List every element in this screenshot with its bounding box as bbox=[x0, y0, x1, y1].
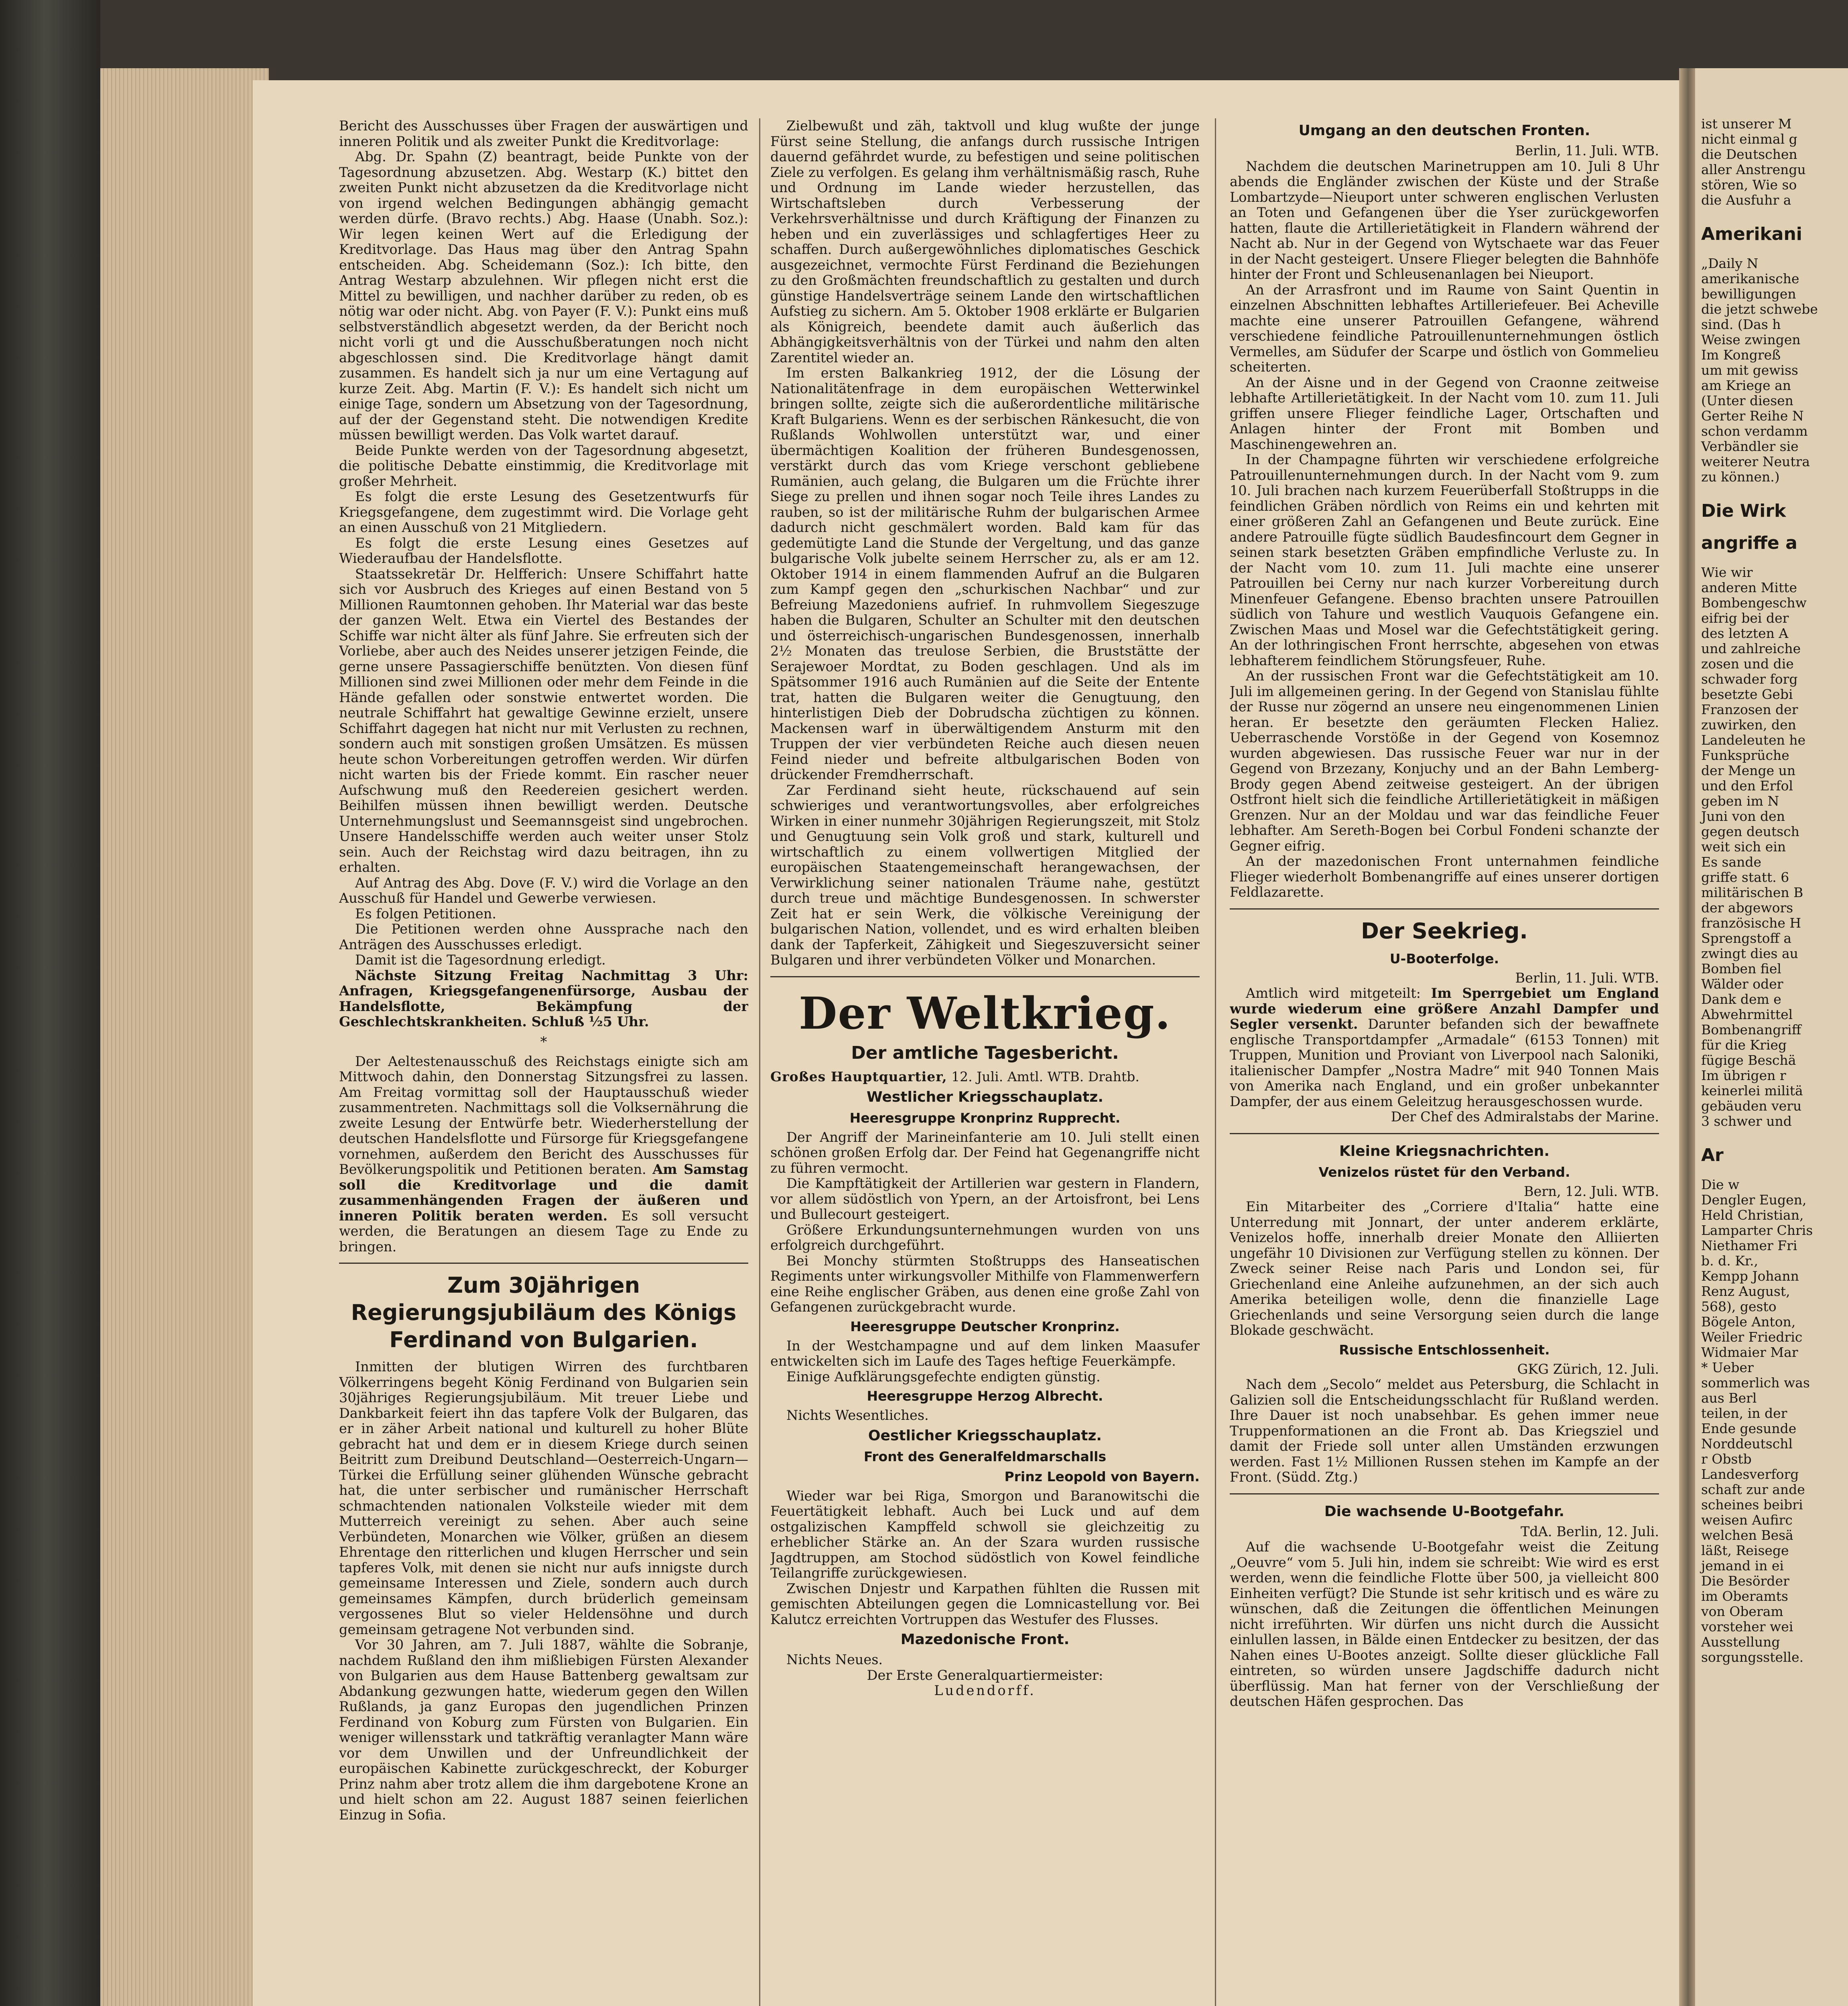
report-paragraph: In der Champagne führten wir verschiedene erfolgreiche Patrouillenunternehmungen durch. In der Nacht vom 9. zum 10. Juli brachen nach kurzem Feuerüberfall Stoßtrupps in die feindlichen Gräben nördlich von Reims ein und kehrten mit einer größeren Zahl an Gefangenen und Beute zurück. Eine andere Patrouille fügte südlich Baudesfincourt dem Gegner in seinen stark besetzten Gräben empfindliche Verluste zu. In der Nacht vom 10. zum 11. Juli machte eine unserer Patrouillen bei Cerny nur nach kurzer Vorbereitung durch Minenfeuer Gefangene. Ebenso brachten unsere Patrouillen südlich von Tahure und westlich Vauquois Gefangene ein. Zwischen Maas und Mosel war die Gefechtstätigkeit gering. An der lothringischen Front herrschte, abgesehen von etwas lebhafterem feindlichem Störungsfeuer, Ruhe. bbox=[1230, 452, 1659, 668]
facing-page-heading: Die Wirk bbox=[1701, 501, 1786, 521]
report-paragraph: Zwischen Dnjestr und Karpathen fühlten die Russen mit gemischten Abteilungen gegen die Lomnicastellung vor. Bei Kalutcz erreichten Vortruppen das Westufer des Flusses. bbox=[770, 1580, 1200, 1627]
facing-page-line: Funksprüche bbox=[1701, 747, 1789, 763]
report-paragraph: An der russischen Front war die Gefechtstätigkeit am 10. Juli im allgemeinen gering. In der Gegend von Stanislau fühlte der Russe nur zögernd an unsere neu eingenommenen Linien heran. Er besetzte den geräumten Flecken Haliez. Ueberraschende Vorstöße in der Gegend von Kosemnoz wurden abgewiesen. Das russische Feuer war nur in der Gegend von Brzezany, Konjuchy und an der Bahn Lemberg-Brody gegen Abend zeitweise gesteigert. An der übrigen Ostfront hielt sich die feindliche Artillerietätigkeit in mäßigen Grenzen. Nur an der Moldau und war das feindliche Feuer lebhafter. Am Sereth-Bogen bei Corbul Fondeni schanzte der Gegner eifrig. bbox=[1230, 668, 1659, 854]
facing-page-line: Widmaier Mar bbox=[1701, 1344, 1798, 1360]
facing-page-line: aller Anstrengu bbox=[1701, 162, 1806, 177]
facing-page-heading: angriffe a bbox=[1701, 533, 1797, 553]
subsection-heading: Heeresgruppe Kronprinz Rupprecht. bbox=[849, 1110, 1121, 1126]
column-3 bbox=[1230, 118, 1659, 2006]
facing-page-line: 568), gesto bbox=[1701, 1299, 1777, 1314]
report-paragraph: Wieder war bei Riga, Smorgon und Baranowitschi die Feuertätigkeit lebhaft. Auch bei Luck und auf dem ostgalizischen Kampffeld schwoll sie gleichzeitig zu erheblicher Stärke an. An der Szara wurden russische Jagdtruppen, am Stochod südöstlich von Kowel feindliche Teilangriffe zurückgewiesen. bbox=[770, 1488, 1200, 1581]
article-paragraph: Zielbewußt und zäh, taktvoll und klug wußte der junge Fürst seine Stellung, die anfangs durch russische Intrigen dauernd gefährdet wurde, zu befestigen und seine politischen Ziele zu verfolgen. Es gelang ihm verhältnismäßig rasch, Ruhe und Ordnung im Lande wieder herzustellen, das Wirtschaftsleben durch Verbesserung der Verkehrsverhältnisse und durch Kräftigung der Finanzen zu heben und ein zuverlässiges und schlagfertiges Heer zu schaffen. Durch außergewöhnliches diplomatisches Geschick ausgezeichnet, vermochte Fürst Ferdinand die Beziehungen zu den Großmächten freundschaftlich zu gestalten und durch günstige Handelsverträge seinem Lande den wirtschaftlichen Aufstieg zu sichern. Am 5. Oktober 1908 erklärte er Bulgarien als Königreich, beendete damit auch äußerlich das Abhängigkeitsverhältnis von der Türkei und nahm den alten Zarentitel wieder an. bbox=[770, 118, 1200, 365]
facing-page bbox=[1695, 68, 1848, 2006]
signature: Der Chef des Admiralstabs der Marine. bbox=[1391, 1109, 1659, 1125]
subsection-heading: Russische Entschlossenheit. bbox=[1339, 1342, 1550, 1358]
facing-page-line: keinerlei militä bbox=[1701, 1083, 1803, 1098]
facing-page-line: läßt, Reisege bbox=[1701, 1543, 1789, 1558]
facing-page-line: vorsteher wei bbox=[1701, 1619, 1793, 1634]
article-paragraph: Die Petitionen werden ohne Aussprache nach den Anträgen des Ausschusses erledigt. bbox=[339, 921, 748, 952]
article-paragraph bbox=[339, 1054, 748, 1255]
facing-page-line: nicht einmal g bbox=[1701, 131, 1797, 147]
book-binding bbox=[0, 0, 100, 2006]
uboot-lead: Amtlich wird mitgeteilt: bbox=[1246, 985, 1421, 1001]
article-paragraph: Es folgt die erste Lesung eines Gesetzes auf Wiederaufbau der Handelsflotte. bbox=[339, 535, 748, 566]
facing-page-line: von Oberam bbox=[1701, 1604, 1783, 1619]
facing-page-line: Wie wir bbox=[1701, 564, 1753, 580]
facing-page-line: (Unter diesen bbox=[1701, 393, 1793, 408]
facing-page-line: der abgewors bbox=[1701, 900, 1793, 916]
facing-page-line: Norddeutschl bbox=[1701, 1436, 1793, 1452]
facing-page-line: zosen und die bbox=[1701, 656, 1794, 672]
article-paragraph: Zar Ferdinand sieht heute, rückschauend auf sein schwieriges und verantwortungsvolles, aber erfolgreiches Wirken in einer nunmehr 30jährigen Regierungszeit, mit Stolz und Genugtuung sein Volk groß und stark, kulturell und wirtschaftlich zu einem vollwertigen Mitglied der europäischen Staatengemeinschaft herangewachsen, der Verwirklichung seiner nationalen Träume nahe, gestützt durch treue und mächtige Bundesgenossen. In schwerster Zeit hat er sein Werk, die völkische Vereinigung der bulgarischen Nation, vollendet, und es wird erhalten bleiben dank der Tapferkeit, Zähigkeit und Siegeszuversicht seiner Bulgaren und ihrer verbündeten Völker und Monarchen. bbox=[770, 782, 1200, 968]
facing-page-line: Wälder oder bbox=[1701, 976, 1783, 992]
newspaper-page bbox=[253, 80, 1681, 2006]
section-heading: Umgang an den deutschen Fronten. bbox=[1298, 122, 1590, 139]
report-paragraph: Auf die wachsende U-Bootgefahr weist die Zeitung „Oeuvre“ vom 5. Juli hin, indem sie schreibt: Wie wird es erst werden, wenn die feindliche Flotte über 500, ja vielleicht 800 Einheiten verfügt? Die Stunde ist sehr kritisch und es wäre zu wünschen, daß die Zeitungen die öffentlichen Meinungen nicht irreführten. Wir dürfen uns nicht durch die Aussicht einlullen lassen, in Bälde einen Entdecker zu besitzen, der das Nahen eines U-Bootes anzeigt. Sollte dieser glückliche Fall eintreten, so würden unsere Jagdschiffe dadurch nicht überflüssig. Man hat ferner von der Verschließung der deutschen Häfen gesprochen. Das bbox=[1230, 1539, 1659, 1709]
facing-page-line: Kempp Johann bbox=[1701, 1268, 1799, 1284]
report-paragraph: Größere Erkundungsunternehmungen wurden von uns erfolgreich durchgeführt. bbox=[770, 1222, 1200, 1253]
report-paragraph: An der Aisne und in der Gegend von Craonne zeitweise lebhafte Artillerietätigkeit. In der Nacht vom 10. zum 11. Juli griffen unsere Flieger feindliche Lager, Ortschaften und Anlagen hinter der Front mit Bomben und Maschinengewehren an. bbox=[1230, 374, 1659, 452]
page-edges bbox=[100, 68, 269, 2006]
facing-page-line: um mit gewiss bbox=[1701, 362, 1798, 378]
divider bbox=[770, 976, 1200, 977]
column-2 bbox=[770, 118, 1200, 2006]
uboot-bold: Im Sperrgebiet um England wurde wiederum eine größere Anzahl Dampfer und Segler versenkt. bbox=[1230, 985, 1659, 1032]
separator-star: * bbox=[540, 1033, 547, 1050]
facing-page-line: Dank dem e bbox=[1701, 991, 1781, 1007]
facing-page-line: im Oberamts bbox=[1701, 1588, 1788, 1604]
divider bbox=[1230, 908, 1659, 910]
signature-title: Der Erste Generalquartiermeister: bbox=[867, 1667, 1103, 1683]
facing-page-heading: Amerikani bbox=[1701, 224, 1802, 244]
dateline: GKG Zürich, 12. Juli. bbox=[1517, 1361, 1659, 1377]
facing-page-line: sind. (Das h bbox=[1701, 317, 1781, 332]
report-paragraph: Einige Aufklärungsgefechte endigten günstig. bbox=[786, 1368, 1101, 1385]
facing-page-line: Ausstellung bbox=[1701, 1634, 1780, 1650]
facing-page-line: militärischen B bbox=[1701, 885, 1803, 900]
facing-page-line: weit sich ein bbox=[1701, 839, 1786, 855]
article-paragraph: Im ersten Balkankrieg 1912, der die Lösung der Nationalitätenfrage in dem europäischen Wetterwinkel bringen sollte, zeigte sich die außerordentliche militärische Kraft Bulgariens. Wenn es der serbischen Ränkesucht, die von Rußlands Wohlwollen unterstützt war, und einer übermächtigen Koalition der früheren Bundesgenossen, verstärkt durch das vom Kriege verschont gebliebene Rumänien, auch gelang, die Bulgaren um die Früchte ihrer Siege zu prellen und ihnen sogar noch Teile ihres Landes zu rauben, so ist der militärische Ruhm der bulgarischen Armee dadurch nicht geschmälert worden. Bald kam für das gedemütigte Land die Stunde der Vergeltung, und das ganze bulgarische Volk jubelte seinem Herrscher zu, als er am 12. Oktober 1914 in einem flammenden Aufruf an die Bulgaren zum Kampf gegen den „schurkischen Nachbar“ und zur Befreiung Mazedoniens aufrief. In ruhmvollem Siegeszuge haben die Bulgaren, Schulter an Schulter mit den deutschen und österreichisch-ungarischen Bundesgenossen, innerhalb 2½ Monaten das treulose Serbien, die Bruststätte der Serajewoer Mordtat, zu Boden geschlagen. Und als im Spätsommer 1916 auch Rumänien auf die Seite der Entente trat, hatten die Bulgaren weiter die Genugtuung, den hinterlistigen Dieb der Dobrudscha züchtigen zu können. Mackensen warf in überwältigendem Ansturm mit den Truppen der vier verbündeten Reiche auch diesen neuen Feind nieder und befreite altbulgarischen Boden von drückender Fremdherrschaft. bbox=[770, 365, 1200, 782]
hq-dateline bbox=[770, 1069, 1200, 1085]
facing-page-line: stören, Wie so bbox=[1701, 177, 1797, 193]
facing-page-line: Landeleuten he bbox=[1701, 732, 1806, 748]
facing-page-line: Gerter Reihe N bbox=[1701, 408, 1804, 424]
column-rule bbox=[1215, 118, 1216, 2006]
facing-page-line: weisen Aufirc bbox=[1701, 1512, 1793, 1528]
facing-page-line: Lamparter Chris bbox=[1701, 1222, 1813, 1238]
facing-page-line: des letzten A bbox=[1701, 625, 1789, 641]
divider bbox=[1230, 1133, 1659, 1134]
facing-page-line: und zahlreiche bbox=[1701, 641, 1801, 656]
facing-page-line: griffe statt. 6 bbox=[1701, 869, 1789, 885]
facing-page-line: Bombengeschw bbox=[1701, 595, 1807, 611]
facing-page-line: Niethamer Fri bbox=[1701, 1238, 1797, 1253]
section-heading: Westlicher Kriegsschauplatz. bbox=[867, 1088, 1103, 1105]
report-paragraph: Der Angriff der Marineinfanterie am 10. Juli stellt einen schönen großen Erfolg dar. Der Feind hat Gegenangriffe nicht zu führen vermocht. bbox=[770, 1129, 1200, 1176]
dateline: TdA. Berlin, 12. Juli. bbox=[1520, 1523, 1659, 1539]
facing-page-line: schon verdamm bbox=[1701, 423, 1808, 439]
facing-page-line: und den Erfol bbox=[1701, 778, 1793, 794]
facing-page-line: Im Kongreß bbox=[1701, 347, 1781, 363]
facing-page-line: teilen, in der bbox=[1701, 1405, 1787, 1421]
article-paragraph: Damit ist die Tagesordnung erledigt. bbox=[355, 952, 606, 968]
facing-page-line: jemand in ei bbox=[1701, 1558, 1784, 1574]
hq-text: 12. Juli. Amtl. WTB. Drahtb. bbox=[951, 1068, 1139, 1084]
section-heading: Oestlicher Kriegsschauplatz. bbox=[868, 1427, 1102, 1444]
facing-page-line: Die Besörder bbox=[1701, 1573, 1789, 1589]
facing-page-line: zwingt dies au bbox=[1701, 946, 1798, 961]
facing-page-line: Es sande bbox=[1701, 854, 1762, 870]
subsection-heading: Prinz Leopold von Bayern. bbox=[1004, 1468, 1200, 1484]
facing-page-line: Weiler Friedric bbox=[1701, 1329, 1803, 1345]
facing-page-line: schaft zur ande bbox=[1701, 1482, 1805, 1497]
subsection-heading: U-Booterfolge. bbox=[1389, 950, 1499, 966]
facing-page-line: r Obstb bbox=[1701, 1451, 1752, 1467]
facing-page-line: Renz August, bbox=[1701, 1283, 1790, 1299]
signature-name: Ludendorff. bbox=[934, 1683, 1036, 1698]
facing-page-line: Held Christian, bbox=[1701, 1207, 1804, 1223]
facing-page-line: 3 schwer und bbox=[1701, 1113, 1792, 1129]
dateline: Bern, 12. Juli. WTB. bbox=[1523, 1183, 1659, 1199]
facing-page-line: am Kriege an bbox=[1701, 378, 1791, 393]
facing-page-line: sorgungsstelle. bbox=[1701, 1649, 1804, 1665]
facing-page-line: gegen deutsch bbox=[1701, 824, 1799, 839]
divider bbox=[1230, 1493, 1659, 1494]
article-paragraph: Bericht des Ausschusses über Fragen der auswärtigen und inneren Politik und als zweiter Punkt die Kreditvorlage: bbox=[339, 118, 748, 149]
facing-page-line: schwader forg bbox=[1701, 671, 1798, 687]
report-paragraph: Bei Monchy stürmten Stoßtrupps des Hanseatischen Regiments unter wirkungsvoller Mithilfe von Flammenwerfern eine Reihe englischer Gräben, aus denen eine große Zahl von Gefangenen zurückgebracht wurde. bbox=[770, 1253, 1200, 1315]
article-paragraph: Beide Punkte werden von der Tagesordnung abgesetzt, die politische Debatte einstimmig, die Kreditvorlage mit großer Mehrheit. bbox=[339, 442, 748, 489]
facing-page-line: für die Krieg bbox=[1701, 1037, 1787, 1053]
report-paragraph: Nichts Neues. bbox=[786, 1652, 883, 1667]
report-paragraph: Nach dem „Secolo“ meldet aus Petersburg, die Schlacht in Galizien soll die Entscheidungsschlacht für Rußland werden. Ihre Dauer ist noch unabsehbar. Es gehen immer neue Truppenformationen an die Front ab. Das Kriegsziel und damit der Friede soll unter allen Umständen erzwungen werden. Fast 1½ Millionen Russen stehen im Kampfe an der Front. (Südd. Ztg.) bbox=[1230, 1377, 1659, 1485]
report-paragraph: An der Arrasfront und im Raume von Saint Quentin in einzelnen Abschnitten lebhaftes Artilleriefeuer. Bei Acheville machte eine unserer Patrouillen Gefangene, während verschiedene feindliche Patrouillenunternehmungen östlich Vermelles, am Südufer der Scarpe und östlich von Gommelieu scheiterten. bbox=[1230, 282, 1659, 375]
facing-page-line: sommerlich was bbox=[1701, 1375, 1810, 1391]
facing-page-line: aus Berl bbox=[1701, 1390, 1757, 1406]
divider bbox=[339, 1263, 748, 1264]
facing-page-line: französische H bbox=[1701, 915, 1801, 931]
article-paragraph: Staatssekretär Dr. Helfferich: Unsere Schiffahrt hatte sich vor Ausbruch des Krieges auf einen Bestand von 5 Millionen Raumtonnen gehoben. Ihr Material war das beste der ganzen Welt. Etwa ein Viertel des Bestandes der Schiffe war nicht älter als fünf Jahre. Sie erfreuten sich der Vorliebe, aber auch des Neides unserer jetzigen Feinde, die gerne unsere Passagierschiffe benützten. Von diesen fünf Millionen sind zwei Millionen oder mehr dem Feinde in die Hände gefallen oder sonstwie entwertet worden. Die neutrale Schiffahrt hat gewaltige Gewinne erzielt, unsere Schiffahrt dagegen hat nicht nur mit Verlusten zu rechnen, sondern auch mit sonstigen großen Umsätzen. Es müssen heute schon Vorbereitungen getroffen werden. Wir dürfen nicht warten bis der Friede kommt. Ein rascher neuer Aufschwung muß den Reedereien gesichert werden. Beihilfen müssen ihnen bewilligt werden. Deutsche Unternehmungslust und Seemannsgeist sind ungebrochen. Unsere Handelsschiffe werden auch weiter unser Stolz sein. Auch der Reichstag wird dazu beitragen, ihn zu erhalten. bbox=[339, 566, 748, 875]
report-paragraph: In der Westchampagne und auf dem linken Maasufer entwickelten sich im Laufe des Tages heftige Feuerkämpfe. bbox=[770, 1338, 1200, 1369]
article-paragraph: Inmitten der blutigen Wirren des furchtbaren Völkerringens begeht König Ferdinand von Bulgarien sein 30jähriges Regierungsjubiläum. Mit treuer Liebe und Dankbarkeit feiert ihn das tapfere Volk der Bulgaren, das er in zäher Arbeit national und kulturell zu hoher Blüte gebracht hat und dem er in diesem Kriege durch seinen Beitritt zum Dreibund Deutschland—Oesterreich-Ungarn—Türkei die Erfüllung seiner glühenden Wünsche gebracht hat, die unter serbischer und rumänischer Herrschaft schmachtenden nationalen Volksteile wieder mit dem Mutterreich vereinigt zu sehen. Aber auch seine Verbündeten, Monarchen wie Völker, grüßen an diesem Ehrentage den ritterlichen und klugen Herrscher und sein tapferes Volk, mit denen sie nicht nur aufs innigste durch gemeinsame Interessen und Ziele, sondern auch durch gemeinsames Kämpfen, durch brüderlich gemeinsam vergossenes Blut so vieler Heldensöhne und durch gemeinsam getragene Not verbunden sind. bbox=[339, 1359, 748, 1637]
facing-page-line: Bomben fiel bbox=[1701, 961, 1781, 977]
facing-page-line: Im übrigen r bbox=[1701, 1068, 1786, 1083]
subsection-heading: Venizelos rüstet für den Verband. bbox=[1318, 1164, 1570, 1180]
subsection-heading: Front des Generalfeldmarschalls bbox=[863, 1448, 1107, 1464]
facing-page-line: besetzte Gebi bbox=[1701, 686, 1793, 702]
report-paragraph bbox=[1230, 986, 1659, 1109]
section-heading: Kleine Kriegsnachrichten. bbox=[1339, 1143, 1550, 1159]
facing-page-line: Juni von den bbox=[1701, 808, 1785, 824]
column-1 bbox=[339, 118, 748, 2006]
facing-page-line: Landesverforg bbox=[1701, 1466, 1799, 1482]
article-paragraph: Nächste Sitzung Freitag Nachmittag 3 Uhr: Anfragen, Kriegsgefangenenfürsorge, Ausbau der Handelsflotte, Bekämpfung der Geschlechtskrankheiten. Schluß ½5 Uhr. bbox=[339, 967, 748, 1029]
dateline: Berlin, 11. Juli. WTB. bbox=[1515, 143, 1659, 158]
dateline: Berlin, 11. Juli. WTB. bbox=[1515, 970, 1659, 986]
report-paragraph: Nichts Wesentliches. bbox=[786, 1407, 929, 1423]
facing-page-line: zu können.) bbox=[1701, 469, 1780, 485]
seekrieg-headline: Der Seekrieg. bbox=[1361, 918, 1528, 944]
aeltesten-bold: Am Samstag soll die Kreditvorlage und die damit zusammenhängenden Fragen der äußeren und inneren Politik beraten werden. bbox=[339, 1161, 748, 1224]
report-paragraph: An der mazedonischen Front unternahmen feindliche Flieger wiederholt Bombenangriffe auf eines unserer dortigen Feldlazarette. bbox=[1230, 853, 1659, 900]
facing-page-line: Bögele Anton, bbox=[1701, 1314, 1796, 1330]
report-paragraph: Ein Mitarbeiter des „Corriere d'Italia“ hatte eine Unterredung mit Jonnart, der unter anderem erklärte, Venizelos hoffe, innerhalb dreier Monate den Alliierten ungefähr 10 Divisionen zur Verfügung stellen zu können. Der Zweck seiner Reise nach Paris und London sei, für Griechenland eine Anleihe aufzunehmen, an der sich auch Amerika beteiligen wolle, denn die finanzielle Lage Griechenlands und seine Versorgung seien durch die lange Blokade geschwächt. bbox=[1230, 1199, 1659, 1338]
facing-page-line: Dengler Eugen, bbox=[1701, 1192, 1807, 1208]
facing-page-line: bewilligungen bbox=[1701, 286, 1796, 302]
facing-page-line: Bombenangriff bbox=[1701, 1022, 1801, 1038]
facing-page-line: die jetzt schwebe bbox=[1701, 301, 1818, 317]
facing-page-line: die Ausfuhr a bbox=[1701, 192, 1791, 208]
facing-page-line: Franzosen der bbox=[1701, 702, 1798, 717]
facing-page-line: zuwirken, den bbox=[1701, 717, 1796, 733]
article-paragraph: Es folgen Petitionen. bbox=[355, 906, 497, 922]
hq-label: Großes Hauptquartier, bbox=[770, 1068, 947, 1084]
facing-page-line: b. d. Kr., bbox=[1701, 1253, 1758, 1269]
facing-page-line: scheines beibri bbox=[1701, 1497, 1803, 1513]
facing-page-line: Weise zwingen bbox=[1701, 332, 1801, 347]
facing-page-line: „Daily N bbox=[1701, 256, 1759, 271]
facing-page-line: anderen Mitte bbox=[1701, 580, 1797, 595]
column-rule bbox=[759, 118, 760, 2006]
facing-page-line: Sprengstoff a bbox=[1701, 930, 1792, 946]
facing-page-line: welchen Besä bbox=[1701, 1527, 1793, 1543]
facing-page-line: eifrig bei der bbox=[1701, 610, 1789, 626]
facing-page-line: die Deutschen bbox=[1701, 146, 1797, 162]
jubilaeum-headline: Zum 30jährigen Regierungsjubiläum des Königs Ferdinand von Bulgarien. bbox=[351, 1273, 737, 1352]
facing-page-line: Verbändler sie bbox=[1701, 439, 1799, 454]
facing-page-line: fügige Beschä bbox=[1701, 1052, 1796, 1068]
tagesbericht-headline: Der amtliche Tagesbericht. bbox=[851, 1042, 1119, 1063]
article-paragraph: Abg. Dr. Spahn (Z) beantragt, beide Punkte von der Tagesordnung abzusetzen. Abg. Westarp (K.) bittet den zweiten Punkt nicht abzusetzen da die Kreditvorlage nicht von irgend welchen Bedingungen abhängig gemacht werden dürfe. (Bravo rechts.) Abg. Haase (Unabh. Soz.): Wir legen keinen Wert auf die Erledigung der Kreditvorlage. Das Haus mag über den Antrag Spahn entscheiden. Abg. Scheidemann (Soz.): Ich bitte, den Antrag Westarp abzulehnen. Wir pflegen nicht erst die Mittel zu bewilligen, und nachher darüber zu reden, ob es nötig war oder nicht. Abg. von Payer (F. V.): Punkt eins muß selbstverständlich abgesetzt werden, da der Bericht noch nicht vorli gt und die Ausschußberatungen noch nicht abgeschlossen sind. Die Kreditvorlage hängt damit zusammen. Es handelt sich ja nur um eine Vertagung auf kurze Zeit. Abg. Martin (F. V.): Es handelt sich nicht um einige Tage, sondern um Absetzung von der Tagesordnung, auf der der Gegenstand steht. Die notwendigen Kredite müssen bewilligt werden. Das Volk wartet darauf. bbox=[339, 149, 748, 443]
facing-page-line: amerikanische bbox=[1701, 271, 1799, 286]
subsection-heading: Heeresgruppe Deutscher Kronprinz. bbox=[850, 1318, 1120, 1334]
facing-page-line: Die w bbox=[1701, 1177, 1740, 1192]
report-paragraph: Nachdem die deutschen Marinetruppen am 10. Juli 8 Uhr abends die Engländer zwischen der Küste und der Straße Lombartzyde—Nieuport unter schweren englischen Verlusten an Toten und Gefangenen über die Yser zurückgeworfen hatten, flaute die Artillerietätigkeit in Flandern während der Nacht ab. Nur in der Gegend von Wytschaete war das Feuer in der Nacht gesteigert. Unsere Flieger belegten die Bahnhöfe hinter der Front und Schleusenanlagen bei Nieuport. bbox=[1230, 158, 1659, 282]
article-paragraph: Auf Antrag des Abg. Dove (F. V.) wird die Vorlage an den Ausschuß für Handel und Gewerbe verwiesen. bbox=[339, 875, 748, 906]
article-paragraph: Es folgt die erste Lesung des Gesetzentwurfs für Kriegsgefangene, dem zugestimmt wird. Die Vorlage geht an einen Ausschuß von 21 Mitgliedern. bbox=[339, 489, 748, 535]
section-heading: Die wachsende U-Bootgefahr. bbox=[1324, 1503, 1565, 1520]
facing-page-line: Abwehrmittel bbox=[1701, 1007, 1793, 1022]
facing-page-line: ist unserer M bbox=[1701, 116, 1792, 132]
facing-page-line: * Ueber bbox=[1701, 1360, 1754, 1375]
aeltesten-text: Der Aeltestenausschuß des Reichstags einigte sich am Mittwoch dahin, den Donnerstag Sitzungsfrei zu lassen. Am Freitag vormittag soll der Hauptausschuß wieder zusammentreten. Nachmittags soll die Volksernährung die zweite Lesung der Entwürfe betr. Wiederherstellung der deutschen Handelsflotte und Fürsorge für Kriegsgefangene vornehmen, außerdem den Bericht des Ausschusses für Bevölkerungspolitik und Petitionen beraten. bbox=[339, 1053, 748, 1177]
section-heading: Mazedonische Front. bbox=[900, 1631, 1070, 1648]
facing-page-line: geben im N bbox=[1701, 793, 1779, 809]
report-paragraph: Die Kampftätigkeit der Artillerien war gestern in Flandern, vor allem südöstlich von Ypern, an der Artoisfront, bei Lens und Bullecourt gesteigert. bbox=[770, 1176, 1200, 1222]
facing-page-line: weiterer Neutra bbox=[1701, 454, 1810, 469]
aeltesten-end: Es soll versucht werden, die Beratungen an diesem Tage zu Ende zu bringen. bbox=[339, 1208, 748, 1255]
facing-page-line: gebäuden veru bbox=[1701, 1098, 1802, 1114]
article-paragraph: Vor 30 Jahren, am 7. Juli 1887, wählte die Sobranje, nachdem Rußland den ihm mißliebigen Fürsten Alexander von Bulgarien aus dem Hause Battenberg gewaltsam zur Abdankung gezwungen hatte, wiederum gegen den Willen Rußlands, ja ganz Europas den jugendlichen Prinzen Ferdinand von Koburg zum Fürsten von Bulgarien. Ein weniger willensstark und tatkräftig veranlagter Mann wäre vor dem Unwillen und der Unfreundlichkeit der europäischen Kabinette zurückgeschreckt, der Koburger Prinz nahm aber trotz allem die ihm dargebotene Krone an und hielt schon am 22. August 1887 seinen feierlichen Einzug in Sofia. bbox=[339, 1637, 748, 1823]
weltkrieg-headline: Der Weltkrieg. bbox=[799, 987, 1171, 1039]
facing-page-heading: Ar bbox=[1701, 1145, 1724, 1165]
subsection-heading: Heeresgruppe Herzog Albrecht. bbox=[867, 1388, 1103, 1404]
book-gutter bbox=[1679, 68, 1697, 2006]
facing-page-line: der Menge un bbox=[1701, 763, 1796, 778]
facing-page-line: Ende gesunde bbox=[1701, 1421, 1797, 1436]
uboot-text: Darunter befanden sich der bewaffnete englische Transportdampfer „Armadale“ (6153 Tonnen) mit Truppen, Munition und Proviant von Liverpool nach Saloniki, italienischer Dampfer „Nostra Madre“ mit 940 Tonnen Mais von Amerika nach England, und ein großer unbekannter Dampfer, der aus einem Geleitzug herausgeschossen wurde. bbox=[1230, 1016, 1659, 1109]
